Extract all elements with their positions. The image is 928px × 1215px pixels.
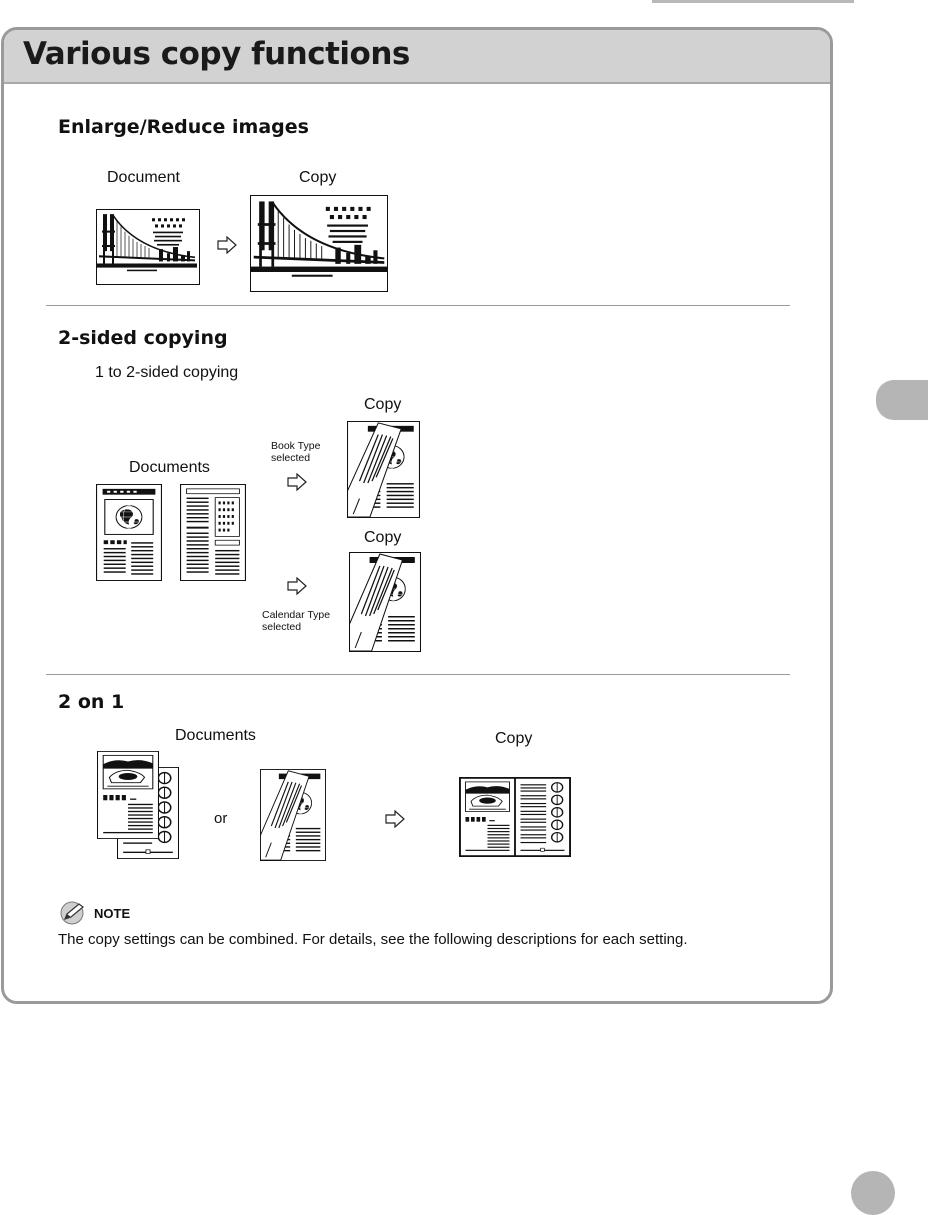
- section-divider: [46, 674, 790, 675]
- calendar-type-note: [262, 609, 330, 633]
- calendar-type-copy: [349, 552, 421, 652]
- bridge-copy-image: [250, 195, 388, 292]
- bridge-illustration-icon: [97, 210, 197, 282]
- bridge-illustration-icon: [251, 196, 387, 291]
- note-text: The copy settings can be combined. For details, see the following descriptions for each setting.: [58, 931, 688, 948]
- car-document: [97, 751, 159, 839]
- arrow-right-icon: [287, 577, 307, 595]
- panel-header: [4, 30, 830, 84]
- page-title: Various copy functions: [23, 36, 410, 72]
- enlarge-reduce-heading: Enlarge/Reduce images: [58, 116, 309, 138]
- copy-functions-panel: [1, 27, 833, 1004]
- book-type-copy: [347, 421, 420, 518]
- documents-label-2on1: Documents: [175, 727, 256, 744]
- book-type-line2: selected: [271, 452, 311, 464]
- copy-label-book: Copy: [364, 396, 402, 413]
- note-label: NOTE: [94, 905, 131, 921]
- arrow-right-icon: [217, 236, 237, 254]
- page-number-badge: [851, 1171, 895, 1215]
- car-illustration-icon: [460, 778, 515, 856]
- copy-label-2on1: Copy: [495, 730, 533, 747]
- globe-document: [96, 484, 162, 581]
- or-label: or: [214, 810, 228, 827]
- stacked-documents: [260, 769, 326, 861]
- two-sided-heading: 2-sided copying: [58, 327, 228, 349]
- section-divider: [46, 305, 790, 306]
- copy-label: Copy: [299, 169, 337, 186]
- chapter-tab: [876, 380, 928, 420]
- documents-label: Documents: [129, 459, 210, 476]
- bridge-document-image: [96, 209, 200, 285]
- one-to-two-sided-subheading: 1 to 2-sided copying: [95, 364, 239, 381]
- pencil-note-icon: [60, 901, 90, 925]
- document-label: Document: [107, 169, 180, 186]
- book-type-note: [271, 440, 320, 464]
- arrow-right-icon: [385, 810, 405, 828]
- two-on-one-heading: 2 on 1: [58, 691, 125, 713]
- copy-label-calendar: Copy: [364, 529, 402, 546]
- two-on-one-copy: [459, 777, 571, 857]
- list-document: [180, 484, 246, 581]
- calendar-type-line1: Calendar Type: [262, 609, 331, 621]
- calendar-type-line2: selected: [262, 621, 302, 633]
- book-type-line1: Book Type: [271, 440, 321, 452]
- wheel-page-image: [515, 778, 570, 856]
- top-rule: [652, 0, 854, 3]
- arrow-right-icon: [287, 473, 307, 491]
- note-header: [60, 901, 130, 925]
